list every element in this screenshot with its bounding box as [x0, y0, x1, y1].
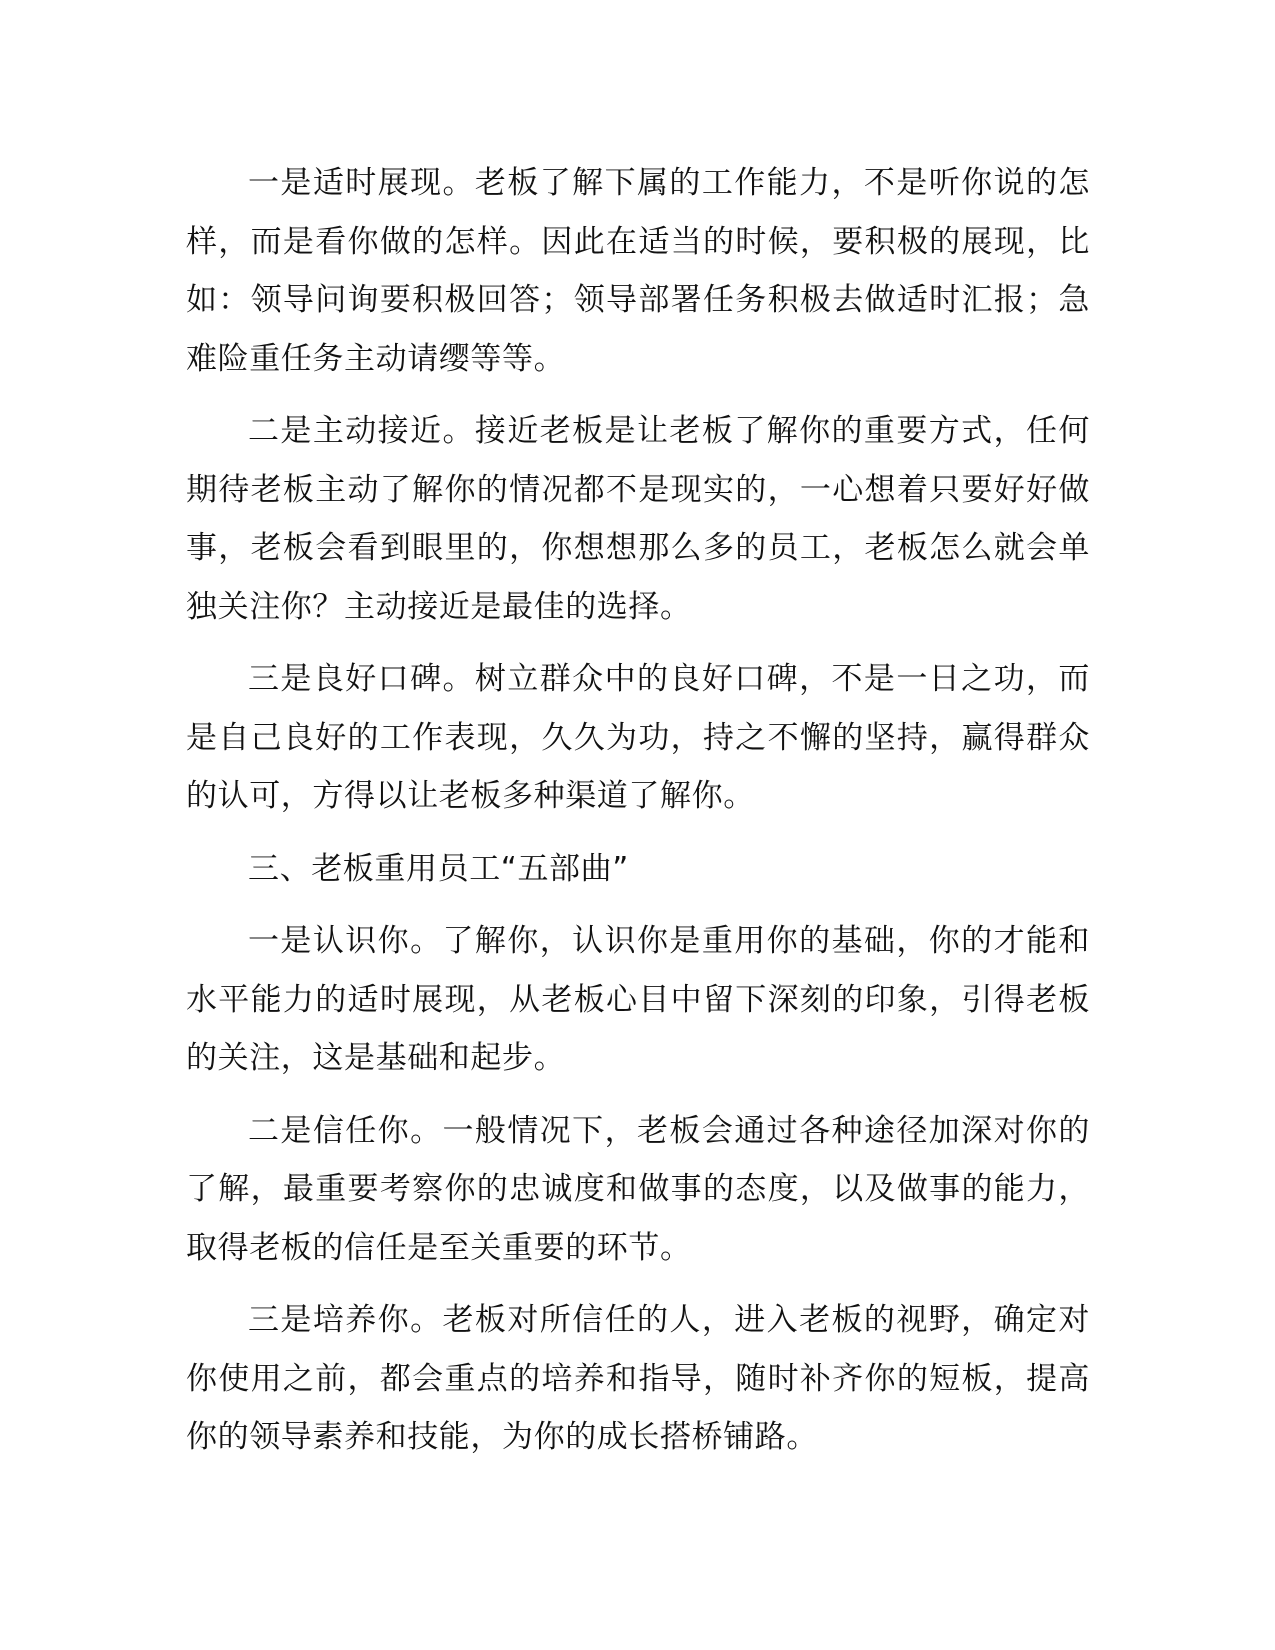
- paragraph-lead: 三是良好口碑。: [248, 661, 475, 697]
- paragraph-active-approach: [186, 402, 1090, 636]
- paragraph-lead: 一是适时展现。: [248, 165, 475, 201]
- paragraph-lead: 二是主动接近。: [248, 413, 475, 449]
- paragraph-text: 老板了解下属的工作能力，不是听你说的怎样，而是看你做的怎样。因此在适当的时候，要积极的展现，比如：领导问询要积极回答；领导部署任务积极去做适时汇报；急难险重任务主动请缨等等。: [186, 165, 1091, 377]
- paragraph-trust-you: [186, 1102, 1090, 1278]
- document-body: [186, 154, 1090, 1481]
- paragraph-text: 一般情况下，老板会通过各种途径加深对你的了解，最重要考察你的忠诚度和做事的态度，以及做事的能力，取得老板的信任是至关重要的环节。: [186, 1112, 1090, 1266]
- paragraph-know-you: [186, 912, 1090, 1088]
- section-heading: 三、老板重用员工“五部曲”: [248, 850, 629, 887]
- paragraph-lead: 三是培养你。: [248, 1302, 443, 1338]
- paragraph-text: 树立群众中的良好口碑，不是一日之功，而是自己良好的工作表现，久久为功，持之不懈的坚持，赢得群众的认可，方得以让老板多种渠道了解你。: [186, 661, 1091, 814]
- paragraph-lead: 一是认识你。: [248, 923, 443, 959]
- paragraph-text: 接近老板是让老板了解你的重要方式，任何期待老板主动了解你的情况都不是现实的，一心想着只要好好做事，老板会看到眼里的，你想想那么多的员工，老板怎么就会单独关注你？主动接近是最佳的选择。: [186, 413, 1091, 625]
- paragraph-lead: 二是信任你。: [248, 1112, 443, 1149]
- paragraph-text: 了解你，认识你是重用你的基础，你的才能和水平能力的适时展现，从老板心目中留下深刻的印象，引得老板的关注，这是基础和起步。: [186, 923, 1090, 1076]
- paragraph-timely-display: [186, 154, 1090, 388]
- paragraph-text: 老板对所信任的人，进入老板的视野，确定对你使用之前，都会重点的培养和指导，随时补齐你的短板，提高你的领导素养和技能，为你的成长搭桥铺路。: [186, 1302, 1090, 1455]
- paragraph-good-reputation: [186, 650, 1090, 826]
- paragraph-cultivate-you: [186, 1291, 1090, 1467]
